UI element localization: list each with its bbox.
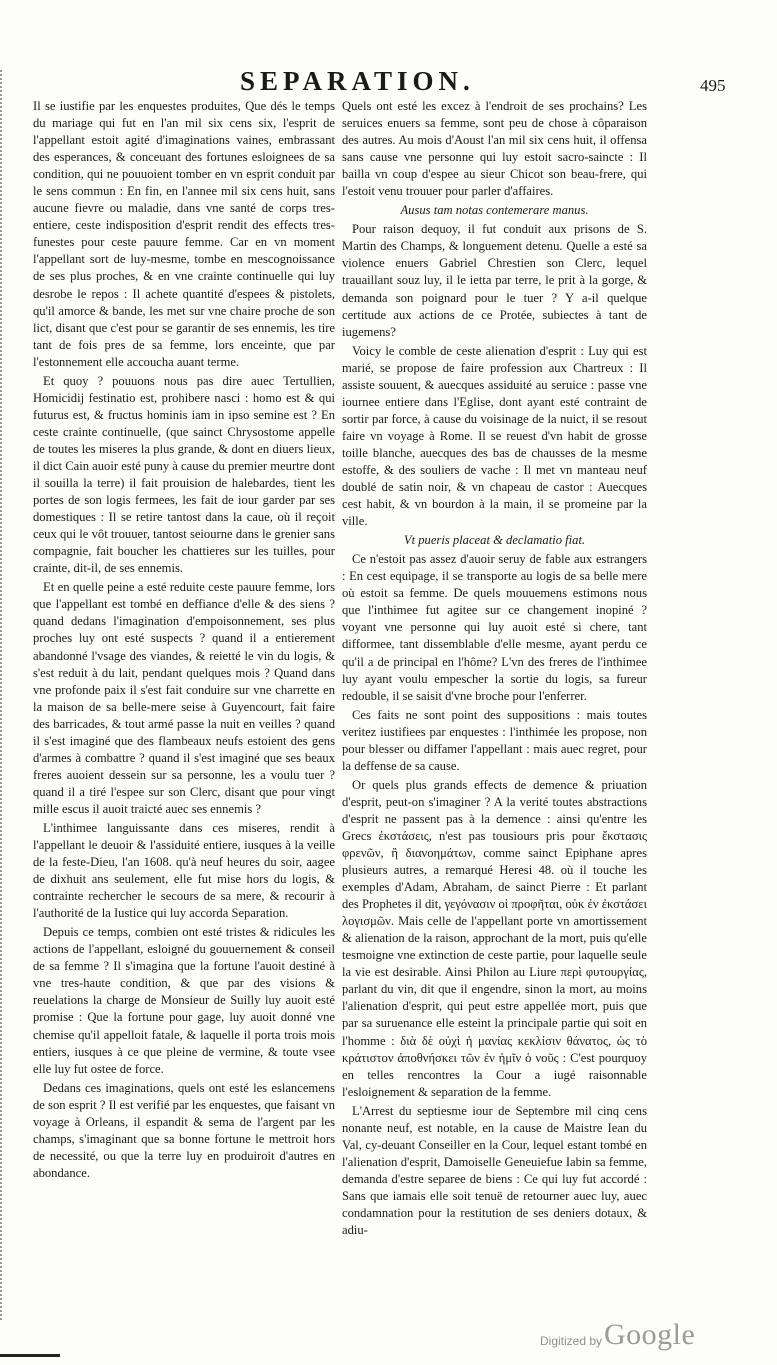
page-edge-marks: [0, 70, 10, 1320]
paragraph: L'Arrest du septiesme iour de Septembre mil cinq cens nonante neuf, est notable, en la cause de Maistre Iean du Val, cy-deuant Conseiller en la Cour, lequel estant tombé en l'alienation d'esprit, Damoiselle Geneuiefue Iabin sa femme, demanda d'estre separee de biens : Ce qui luy fut accordé : Sans que iamais elle soit tenuë de retourner auec luy, auec condamnation pour la restitution de ses deniers dotaux, & adiu-: [342, 1103, 647, 1238]
paragraph: Et en quelle peine a esté reduite ceste pauure femme, lors que l'appellant est tombé en deffiance d'elle & des siens ? quand dedans l'imagination d'empoisonnement, ses plus proches luy ont esté suspects ? quand il a entierement abandonné l'vsage des viandes, & reietté le vin du logis, & s'est reduit à du lait, pendant quelques mois ? Quand dans vne profonde paix il s'est fait conduire sur vne charrette en la maison de sa belle-mere seise à Guyencourt, fait faire des barricades, & tout armé passe la nuit en veilles ? quand il s'est imaginé que des flambeaux neufs estoient des gens d'armes à combattre ? quand il s'est imaginé que ses beaux freres auoient dessein sur sa personne, les a voulu tuer ? quand il a tiré l'espee sur son Clerc, disant que pour vingt mille escus il auoit traicté auec ses ennemis ?: [33, 580, 335, 816]
bottom-rule: [0, 1354, 60, 1357]
paragraph: Et quoy ? pouuons nous pas dire auec Tertullien, Homicidij festinatio est, prohibere nasci : homo est & qui futurus est, & fructus hominis iam in ipso semine est ? En ceste crainte continuelle, (que sainct Chrysostome appelle de toutes les miseres la plus grande, & dont en diuers lieux, il dict Cain auoir esté puny à cause du premier meurtre dont il souilla la terre) il fait prouision de halebardes, tient les portes de son logis fermees, les fait de iour garder par ses domestiques : Il se retire tantost dans la caue, où il reçoit ceux qui le vôt trouuer, tantost seiourne dans le grenier sans compagnie, fait boucher les chattieres sur les tuilles, pour crainte, dit-il, de ses ennemis.: [33, 373, 335, 576]
running-title: SEPARATION.: [240, 66, 475, 96]
paragraph: Dedans ces imaginations, quels ont esté les eslancemens de son esprit ? Il est verifié par les enquestes, que faisant vn voyage à Orleans, il espandit & sema de l'argent par les champs, s'imaginant que sa bonne fortune le mettroit hors de necessité, ou que la terre luy en produiroit d'autres en abondance.: [33, 1080, 335, 1180]
paragraph: Depuis ce temps, combien ont esté tristes & ridicules les actions de l'appellant, esloigné du gouuernement & conseil de sa femme ? Il s'imagina que la fortune l'auoit destiné à vne tres-haute condition, & que par des visions & reuelations la charge de Monsieur de Suilly luy auoit esté promise : Que la fortune pour gage, luy auoit donné vne chemise qu'il appelloit fatale, & laquelle il porta trois mois entiers, iusques à ce que pleine de vermine, & toute vsee elle luy fut ostee de force.: [33, 925, 335, 1076]
latin-quote: Ausus tam notas contemerare manus.: [400, 203, 589, 218]
digitized-watermark: [540, 1318, 710, 1358]
paragraph: Voicy le comble de ceste alienation d'esprit : Luy qui est marié, se propose de faire profession aux Chartreux : Il assiste souuent, & auecques assiduité au seruice : passe vne iournee entiere dans l'Eglise, dont ayant esté contraint de sortir par force, à cause du voisinage de la nuict, il se resout faire vn voyage à Rome. Il se reuest d'vn habit de grosse toille blanche, auecques des bas de chausses de la mesme estoffe, & des souliers de vache : Il met vn manteau neuf doublé de satin noir, & vn chapeau de castor : Auecques cest habit, & vn bourdon à la main, il se promeine par la ville.: [342, 343, 647, 529]
paragraph: Ce n'estoit pas assez d'auoir seruy de fable aux estrangers : En cest equipage, il se transporte au logis de sa belle mere où estoit sa femme. De quels mouuemens estimons nous que l'inthimee fut agitee sur ce changement inopiné ? voyant vne personne qui luy auoit esté si chere, tant difformee, tant dissemblable d'elle mesme, ayant perdu ce qu'il a de principal en l'hôme? L'vn des freres de l'inthimee luy ayant voulu empescher la sortie du logis, sa fureur redouble, il se saisit d'vne broche pour l'enferrer.: [342, 552, 647, 703]
page-number: 495: [700, 76, 726, 95]
paragraph: Or quels plus grands effects de demence & priuation d'esprit, peut-on s'imaginer ? A la verité toutes abstractions d'esprit ne passent pas à la demence : ainsi qu'entre les Grecs ἐκστάσεις, n'est pas tousiours pris pour ἔκστασις φρενῶν, ἢ διανοημάτων, comme sainct Epiphane apres plusieurs autres, a remarqué Heresi 48. où il touche les exemples d'Adam, Abraham, de sainct Pierre : Et parlant des Prophetes il dit, γεγόνασιν οἱ προφῆται, οὐκ ἐν ἐκστάσει λογισμῶν. Mais celle de l'appellant porte vn amortissement & alienation de la raison, approchant de la mort, puis qu'elle tesmoigne vne extinction de ceste partie, pour laquelle seule la vie est desirable. Ainsi Philon au Liure περὶ φυτουργίας, parlant du vin, dit que il engendre, sinon la mort, au moins l'alienation d'esprit, qui peut estre appellée mort, puis que par sa suruenance elle esteint la principale partie qui soit en l'homme : διὰ δὲ οὐχὶ ἡ μανίας κεκλίσιν θάνατος, ὡς τὸ κράτιστον ἀποθνήσκει τῶν ἐν ἡμῖν ὁ νοῦς : C'est pourquoy en telles rencontres la Cour a iugé raisonnable l'esloignement & separation de la femme.: [342, 777, 647, 1099]
paragraph: Il se iustifie par les enquestes produites, Que dés le temps du mariage qui fut en l'an mil six cens six, l'esprit de l'appellant estoit agité d'imaginations vaines, embrassant des esperances, & conceuant des fortunes esloignees de sa condition, qui ne pouuoient tomber en vn esprit conduit par le sens commun : En fin, en l'annee mil six cens huit, sans aucune fievre ou maladie, dans vne santé de corps tres-entiere, ceste indisposition d'esprit rendit des effects tres-funestes pour ceste pauure femme. Car en vn moment l'appellant sort de luy-mesme, tombe en mescognoissance de ses plus proches, & en vne crainte continuelle qui luy desrobe le repos : Il achete quantité d'espees & pistolets, qu'il amorce & bande, les met sur vne chaire proche de son lict, disant que c'est pour se garantir de ses ennemis, les tire tant de fois pres de sa femme, lors enceinte, que par l'estonnement elle accoucha auant terme.: [33, 99, 335, 369]
latin-quote: Vt pueris placeat & declamatio fiat.: [403, 533, 586, 548]
paragraph: Quels ont esté les excez à l'endroit de ses prochains? Les seruices enuers sa femme, sont peu de chose à côparaison des autres. Au mois d'Aoust l'an mil six cens huit, il offensa sans cause vne personne qui luy estoit sacro-saincte : Il bailla vn coup d'espee au sieur Chicot son beau-frere, qui l'estoit venu trouuer pour parler d'affaires.: [342, 99, 647, 199]
paragraph: L'inthimee languissante dans ces miseres, rendit à l'appellant le deuoir & l'assiduité entiere, iusques à la veille de la feste-Dieu, l'an 1608. qu'à neuf heures du soir, aagee de dixhuit ans seulement, elle fut mise hors du logis, & contrainte rechercher le secours de sa mere, & recourir à l'authorité de la Iustice qui luy accorda Separation.: [33, 820, 335, 921]
watermark-brand: Google: [604, 1318, 696, 1351]
paragraph: Pour raison dequoy, il fut conduit aux prisons de S. Martin des Champs, & longuement detenu. Quelle a esté sa violence enuers Gabriel Chrestien son Clerc, lequel trauaillant souz luy, il le ietta par terre, le prit à la gorge, & demanda son poignard pour le tuer ? Y a-il quelque certitude aux actions de ce Protée, subiectes à tant de iugemens?: [342, 222, 647, 339]
right-column: [342, 98, 647, 1239]
paragraph: Ces faits ne sont point des suppositions : mais toutes veritez iustifiees par enquestes : l'inthimée les propose, non pour blesser ou diffamer l'appellant : mais auec regret, pour la deffense de sa cause.: [342, 707, 647, 773]
watermark-prefix: Digitized by: [540, 1334, 603, 1348]
left-column: [33, 98, 335, 1182]
